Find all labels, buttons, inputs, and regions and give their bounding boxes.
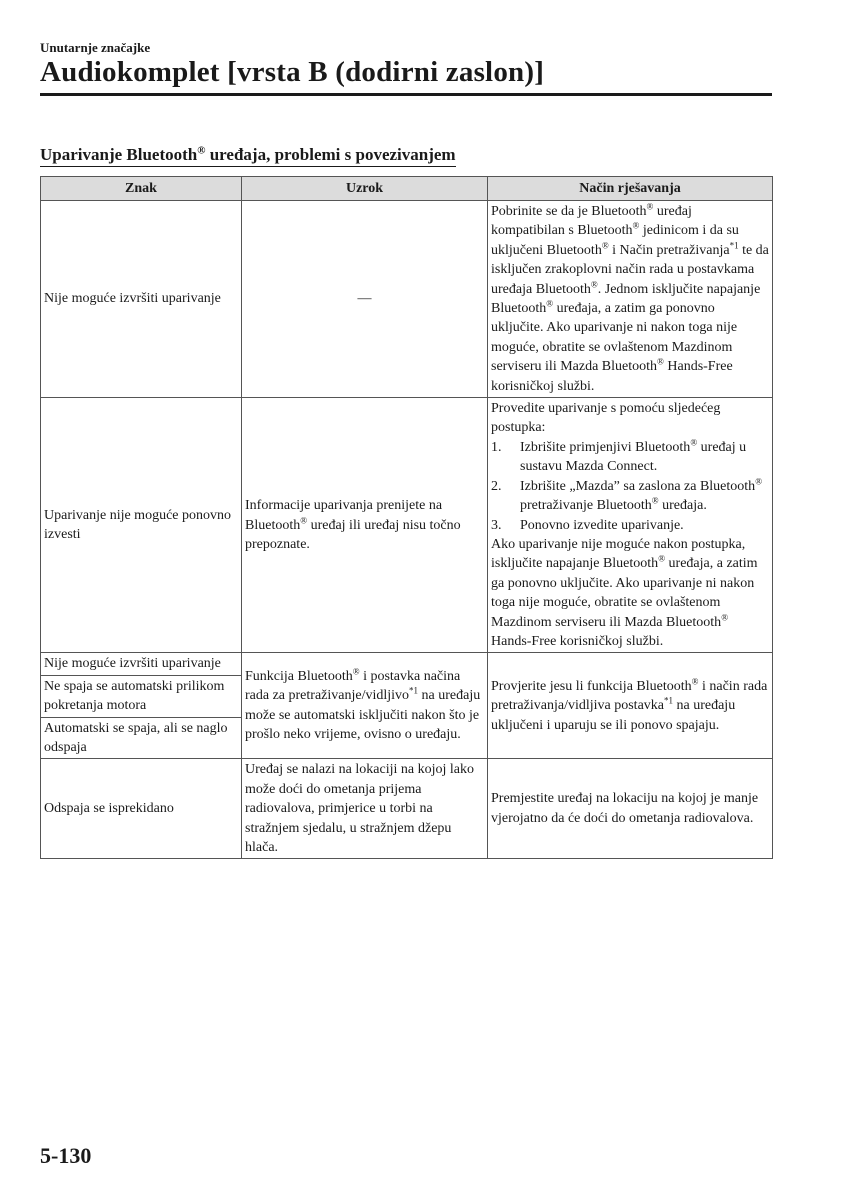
solution-cell: Provjerite jesu li funkcija Bluetooth® i način rada pretraživanja/vidljiva postavka$^{*1}$ na uređaju uključeni i uparuju se ili ponovo spajaju. <box>488 653 773 759</box>
sign-cell: Nije moguće izvršiti uparivanje <box>41 653 242 675</box>
step-number: 3. <box>491 517 502 533</box>
table-row <box>41 759 773 859</box>
column-header-cause: Uzrok <box>242 177 488 201</box>
sign-cell: Automatski se spaja, ali se naglo odspaja <box>41 717 242 759</box>
step-text: Izbrišite primjenjivi Bluetooth® uređaj u sustavu Mazda Connect. <box>520 437 747 475</box>
sign-cell: Uparivanje nije moguće ponovno izvesti <box>41 398 242 653</box>
section-title-rest: uređaja, problemi s povezivanjem <box>205 145 456 164</box>
page-title: Audiokomplet [vrsta B (dodirni zaslon)] <box>40 56 772 96</box>
solution-outro: Ako uparivanje nije moguće nakon postupka, isključite napajanje Bluetooth® uređaja, a zatim ga ponovno uključite. Ako uparivanje ni nakon toga nije moguće, obratite se ovlaštenom Mazdinom serviseru ili Mazda Bluetooth® Hands-Free korisničkoj službi. <box>491 536 758 649</box>
table-row <box>41 398 773 653</box>
step-text: Ponovno izvedite uparivanje. <box>520 517 684 533</box>
solution-cell: Premjestite uređaj na lokaciju na kojoj je manje vjerojatno da će doći do ometanja radiovalova. <box>488 759 773 859</box>
solution-cell <box>488 398 773 653</box>
sign-cell: Nije moguće izvršiti uparivanje <box>41 201 242 398</box>
running-header: Unutarnje značajke <box>40 40 151 55</box>
solution-step <box>491 516 769 535</box>
troubleshooting-table <box>40 176 773 859</box>
column-header-solution: Način rješavanja <box>488 177 773 201</box>
step-number: 2. <box>491 478 502 494</box>
step-number: 1. <box>491 439 502 455</box>
cause-cell: — <box>242 201 488 398</box>
table-row <box>41 201 773 398</box>
table-row <box>41 653 773 675</box>
step-text: Izbrišite „Mazda” sa zaslona za Bluetooth® pretraživanje Bluetooth® uređaja. <box>520 476 763 514</box>
registered-mark: ® <box>197 144 206 157</box>
sign-cell: Odspaja se isprekidano <box>41 759 242 859</box>
cause-cell: Informacije uparivanja prenijete na Bluetooth® uređaj ili uređaj nisu točno prepoznate. <box>242 398 488 653</box>
section-title <box>40 145 456 167</box>
section-title-main: Uparivanje Bluetooth <box>40 145 198 164</box>
cause-cell: Uređaj se nalazi na lokaciji na kojoj lako može doći do ometanja prijema radiovalova, primjerice u torbi na stražnjem sjedalu, u stražnjem džepu hlača. <box>242 759 488 859</box>
sign-cell: Ne spaja se automatski prilikom pokretanja motora <box>41 675 242 717</box>
cause-cell: Funkcija Bluetooth® i postavka načina rada za pretraživanje/vidljivo$^{*1}$ na uređaju može se automatski isključiti nakon što je prošlo neko vrijeme, ovisno o uređaju. <box>242 653 488 759</box>
page-number: 5-130 <box>40 1143 92 1168</box>
solution-step <box>491 438 769 477</box>
solution-step <box>491 477 769 516</box>
column-header-sign: Znak <box>41 177 242 201</box>
table-header-row <box>41 177 773 201</box>
solution-intro: Provedite uparivanje s pomoću sljedećeg postupka: <box>491 401 721 436</box>
solution-cell: Pobrinite se da je Bluetooth® uređaj kompatibilan s Bluetooth® jedinicom i da su uključeni Bluetooth® i Način pretraživanja$^{*1}$ te da isključen zrakoplovni način rada u postavkama uređaja Bluetooth®. Jednom isključite napajanje Bluetooth® uređaja, a zatim ga ponovno uključite. Ako uparivanje ni nakon toga nije moguće, obratite se ovlaštenom Mazdinom serviseru ili Mazda Bluetooth® Hands-Free korisničkoj službi. <box>488 201 773 398</box>
